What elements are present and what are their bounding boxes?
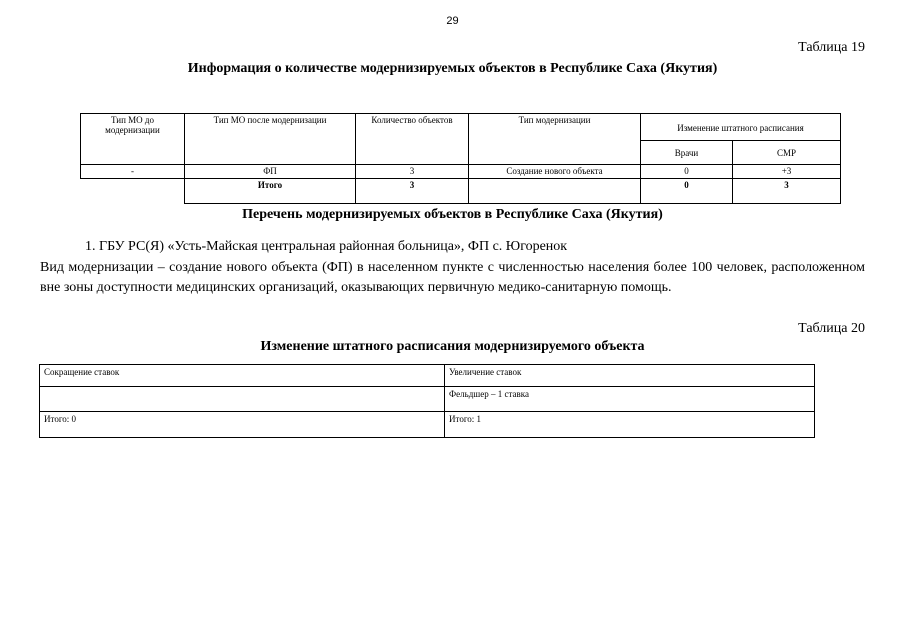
table-19-total-row [81,179,841,204]
empty-cell [81,179,185,204]
page-number: 29 [446,15,459,27]
table-row [40,387,815,412]
table-20-total-row [40,412,815,438]
total-increase: Итого: 1 [445,412,815,438]
modernization-paragraph: Вид модернизации – создание нового объекта (ФП) в населенном пункте с численностью населения более 100 человек, расположенном вне зоны доступности медицинских организаций, оказывающих первичную медико-санитарную помощь. [40,260,865,295]
header-type-after: Тип МО после модернизации [185,114,356,165]
header-smr: СМР [733,141,841,165]
total-label: Итого [185,179,356,204]
list-item: 1. ГБУ РС(Я) «Усть-Майская центральная районная больница», ФП с. Югоренок [85,239,568,254]
table-20-header-row [40,365,815,387]
cell-doctors: 0 [641,165,733,179]
table-20 [39,364,815,438]
total-modernization-type [469,179,641,204]
table-row [81,165,841,179]
cell-smr: +3 [733,165,841,179]
list-title: Перечень модернизируемых объектов в Республике Саха (Якутия) [242,207,663,222]
table-19 [80,113,841,204]
table-19-label: Таблица 19 [798,40,865,55]
cell-modernization-type: Создание нового объекта [469,165,641,179]
header-increase: Увеличение ставок [445,365,815,387]
table-20-label: Таблица 20 [798,321,865,336]
cell-increase: Фельдшер – 1 ставка [445,387,815,412]
header-modernization-type: Тип модернизации [469,114,641,165]
table-20-title: Изменение штатного расписания модернизируемого объекта [260,339,645,354]
header-reduction: Сокращение ставок [40,365,445,387]
cell-type-before: - [81,165,185,179]
cell-count: 3 [356,165,469,179]
total-count: 3 [356,179,469,204]
header-type-before: Тип МО до модернизации [81,114,185,165]
table-19-header-row [81,114,841,141]
total-reduction: Итого: 0 [40,412,445,438]
header-count: Количество объектов [356,114,469,165]
cell-reduction [40,387,445,412]
table-19-title: Информация о количестве модернизируемых объектов в Республике Саха (Якутия) [187,61,718,76]
cell-type-after: ФП [185,165,356,179]
header-doctors: Врачи [641,141,733,165]
total-smr: 3 [733,179,841,204]
total-doctors: 0 [641,179,733,204]
header-staff-change: Изменение штатного расписания [641,114,841,141]
